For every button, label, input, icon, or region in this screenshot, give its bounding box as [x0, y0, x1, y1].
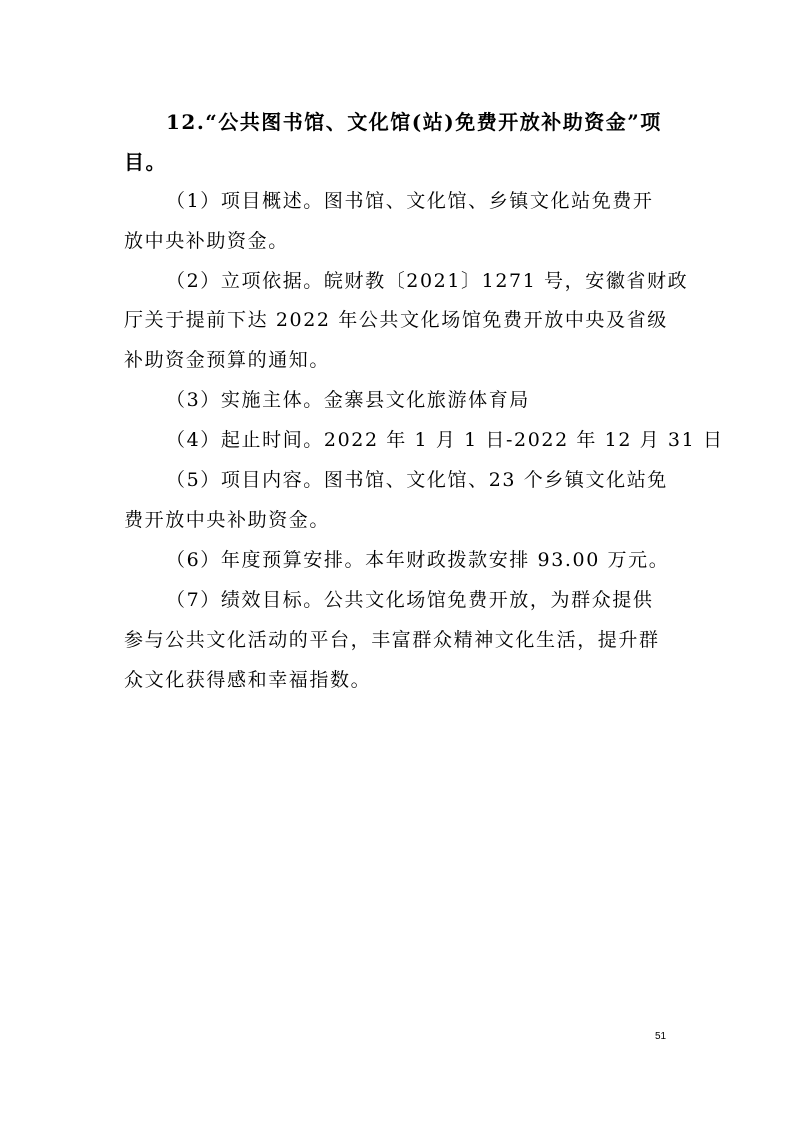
paragraph-content-continued: 费开放中央补助资金。: [124, 509, 331, 531]
paragraph-basis: （2）立项依据。皖财教〔2021〕1271 号，安徽省财政: [166, 270, 689, 292]
paragraph-overview: （1）项目概述。图书馆、文化馆、乡镇文化站免费开: [166, 190, 654, 212]
paragraph-content: （5）项目内容。图书馆、文化馆、23 个乡镇文化站免: [166, 469, 668, 491]
section-heading-continued: 目。: [124, 150, 167, 174]
paragraph-basis-line-2: 厅关于提前下达 2022 年公共文化场馆免费开放中央及省级: [124, 309, 668, 331]
paragraph-budget: （6）年度预算安排。本年财政拨款安排 93.00 万元。: [166, 549, 670, 571]
paragraph-goal-line-2: 参与公共文化活动的平台，丰富群众精神文化生活，提升群: [124, 629, 660, 651]
paragraph-period: （4）起止时间。2022 年 1 月 1 日-2022 年 12 月 31 日: [166, 429, 724, 451]
paragraph-goal: （7）绩效目标。公共文化场馆免费开放，为群众提供: [166, 589, 654, 611]
paragraph-basis-line-3: 补助资金预算的通知。: [124, 349, 331, 371]
paragraph-goal-line-3: 众文化获得感和幸福指数。: [124, 669, 372, 691]
page-number: 51: [655, 1031, 667, 1042]
paragraph-overview-continued: 放中央补助资金。: [124, 230, 289, 252]
paragraph-implementer: （3）实施主体。金寨县文化旅游体育局: [166, 389, 530, 411]
section-heading: 12.“公共图书馆、文化馆(站)免费开放补助资金”项: [166, 110, 662, 134]
